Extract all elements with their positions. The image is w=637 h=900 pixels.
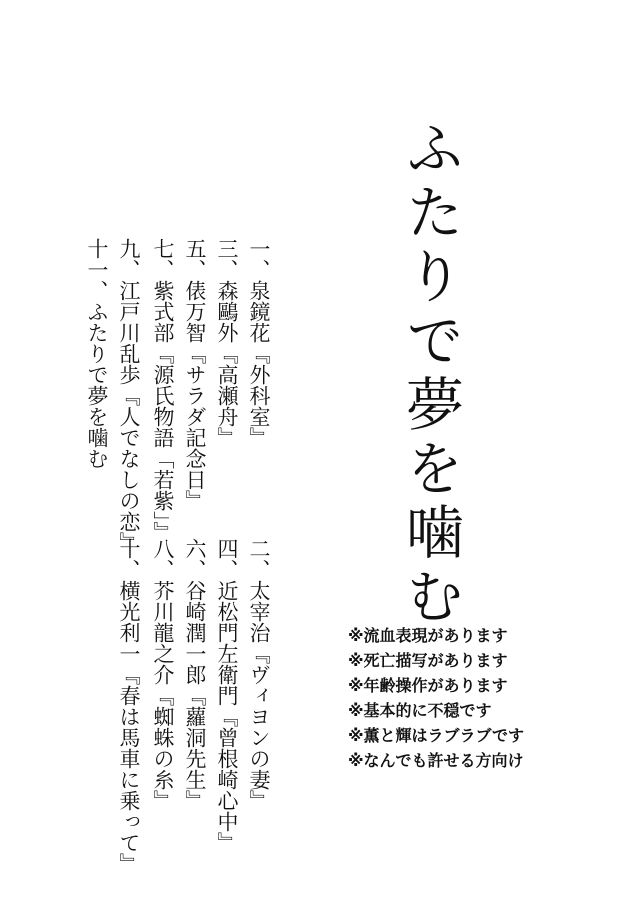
toc-item-8: 八、芥川龍之介『蜘蛛の糸』 xyxy=(151,538,175,811)
toc-item-2: 二、太宰治『ヴィヨンの妻』 xyxy=(247,538,271,811)
toc-item-4: 四、近松門左衛門『曾根崎心中』 xyxy=(215,538,239,853)
toc-item-3: 三、森鷗外『高瀬舟』 xyxy=(215,238,239,448)
warning-line: ※なんでも許せる方向け xyxy=(348,751,524,770)
toc-item-7: 七、紫式部『源氏物語「若紫」』 xyxy=(151,238,175,543)
book-title: ふたりで夢を噛む xyxy=(396,118,464,630)
toc-item-11: 十一、ふたりで夢を噛む xyxy=(85,238,109,469)
toc-item-9: 九、江戸川乱歩『人でなしの恋』 xyxy=(117,238,141,553)
warning-line: ※年齢操作があります xyxy=(348,676,508,695)
warning-line: ※基本的に不穏です xyxy=(348,701,492,720)
toc-item-10: 十、横光利一『春は馬車に乗って』 xyxy=(117,538,141,874)
warning-line: ※薫と輝はラブラブです xyxy=(348,726,525,745)
toc-item-6: 六、谷崎潤一郎『蘿洞先生』 xyxy=(183,538,207,811)
content-warnings xyxy=(348,623,628,773)
toc-item-1: 一、泉鏡花『外科室』 xyxy=(247,238,271,448)
warning-line: ※流血表現があります xyxy=(348,626,508,645)
toc-item-5: 五、俵万智『サラダ記念日』 xyxy=(183,238,207,511)
warning-line: ※死亡描写があります xyxy=(348,651,508,670)
